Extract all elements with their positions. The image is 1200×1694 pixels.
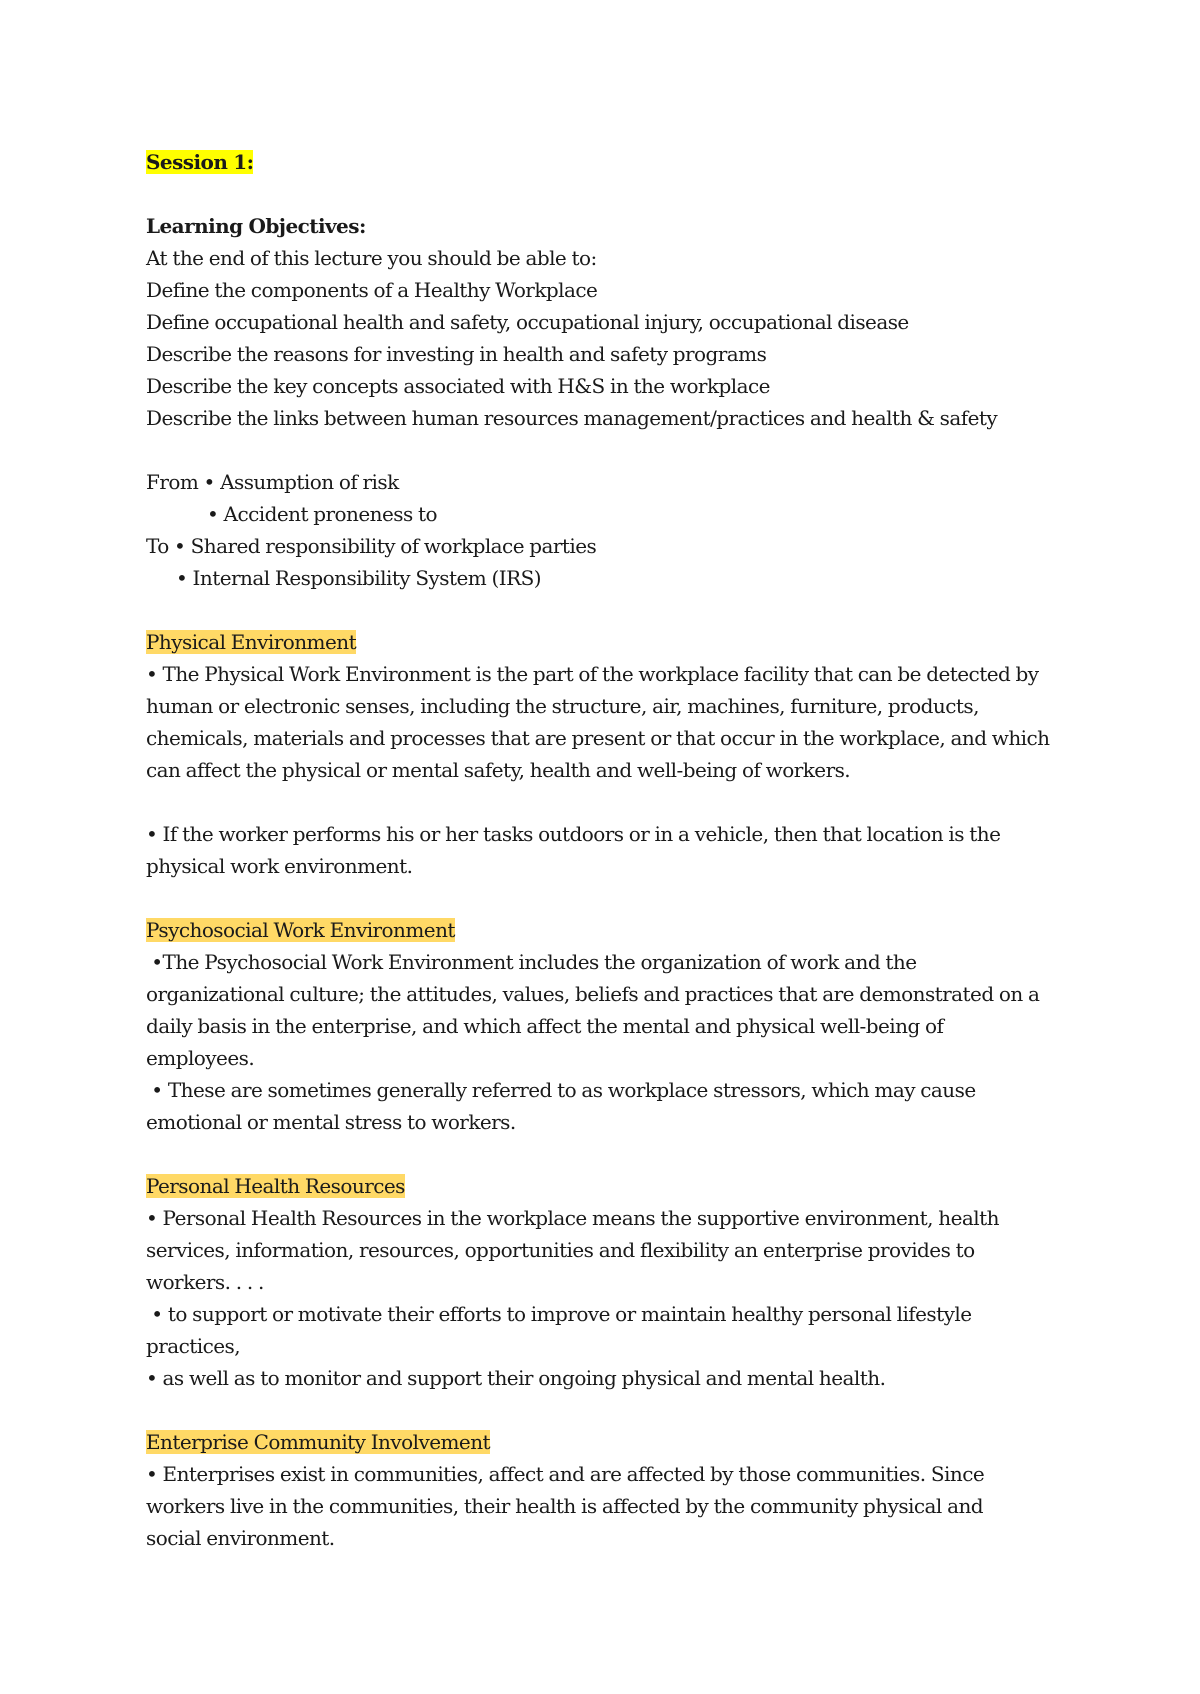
physical-text-line: chemicals, materials and processes that are present or that occur in the workplace, and which (146, 726, 1050, 750)
personal-heading: Personal Health Resources (146, 1174, 405, 1198)
personal-text-line: practices, (146, 1334, 241, 1358)
personal-text-line: • to support or motivate their efforts to improve or maintain healthy personal lifestyle (146, 1302, 972, 1326)
community-text-line: • Enterprises exist in communities, affect and are affected by those communities. Since (146, 1462, 985, 1486)
spacer (146, 882, 1076, 914)
personal-heading-line (146, 1170, 1076, 1202)
psychosocial-text-line: emotional or mental stress to workers. (146, 1110, 516, 1134)
physical-text-line: physical work environment. (146, 854, 413, 878)
psychosocial-heading: Psychosocial Work Environment (146, 918, 455, 942)
psychosocial-text-line: daily basis in the enterprise, and which affect the mental and physical well-being of (146, 1014, 944, 1038)
objectives-heading: Learning Objectives: (146, 214, 366, 238)
psychosocial-text-line: •The Psychosocial Work Environment includes the organization of work and the (146, 950, 917, 974)
objective-item: Describe the links between human resources management/practices and health & safety (146, 406, 998, 430)
physical-heading: Physical Environment (146, 630, 357, 654)
spacer (146, 1394, 1076, 1426)
shift-to-item: • Internal Responsibility System (IRS) (176, 566, 541, 590)
spacer (146, 594, 1076, 626)
community-text-line: social environment. (146, 1526, 335, 1550)
community-heading-line (146, 1426, 1076, 1458)
shift-to-line: To • Shared responsibility of workplace parties (146, 534, 597, 558)
psychosocial-text-line: organizational culture; the attitudes, values, beliefs and practices that are demonstrated on a (146, 982, 1040, 1006)
objective-item: Describe the key concepts associated with H&S in the workplace (146, 374, 770, 398)
physical-text-line: • The Physical Work Environment is the part of the workplace facility that can be detected by (146, 662, 1039, 686)
document-body (146, 146, 1076, 1554)
personal-text-line: • Personal Health Resources in the workplace means the supportive environment, health (146, 1206, 999, 1230)
community-heading: Enterprise Community Involvement (146, 1430, 491, 1454)
session-title: Session 1: (146, 150, 254, 174)
spacer (146, 434, 1076, 466)
objective-item: Define the components of a Healthy Workplace (146, 278, 598, 302)
objectives-intro: At the end of this lecture you should be able to: (146, 246, 597, 270)
personal-text-line: workers. . . . (146, 1270, 264, 1294)
community-text-line: workers live in the communities, their health is affected by the community physical and (146, 1494, 984, 1518)
physical-text-line: • If the worker performs his or her tasks outdoors or in a vehicle, then that location is the (146, 822, 1001, 846)
session-title-line (146, 146, 1076, 178)
shift-from-item: • Accident proneness to (207, 502, 437, 526)
physical-text-line: human or electronic senses, including the structure, air, machines, furniture, products, (146, 694, 979, 718)
physical-heading-line (146, 626, 1076, 658)
shift-from-line: From • Assumption of risk (146, 470, 399, 494)
objective-item: Describe the reasons for investing in health and safety programs (146, 342, 767, 366)
psychosocial-text-line: • These are sometimes generally referred to as workplace stressors, which may cause (146, 1078, 976, 1102)
physical-text-line: can affect the physical or mental safety, health and well-being of workers. (146, 758, 851, 782)
spacer (146, 178, 1076, 210)
objective-item: Define occupational health and safety, occupational injury, occupational disease (146, 310, 909, 334)
psychosocial-text-line: employees. (146, 1046, 255, 1070)
spacer (146, 786, 1076, 818)
spacer (146, 1138, 1076, 1170)
psychosocial-heading-line (146, 914, 1076, 946)
personal-text-line: • as well as to monitor and support their ongoing physical and mental health. (146, 1366, 886, 1390)
personal-text-line: services, information, resources, opportunities and flexibility an enterprise provides to (146, 1238, 975, 1262)
